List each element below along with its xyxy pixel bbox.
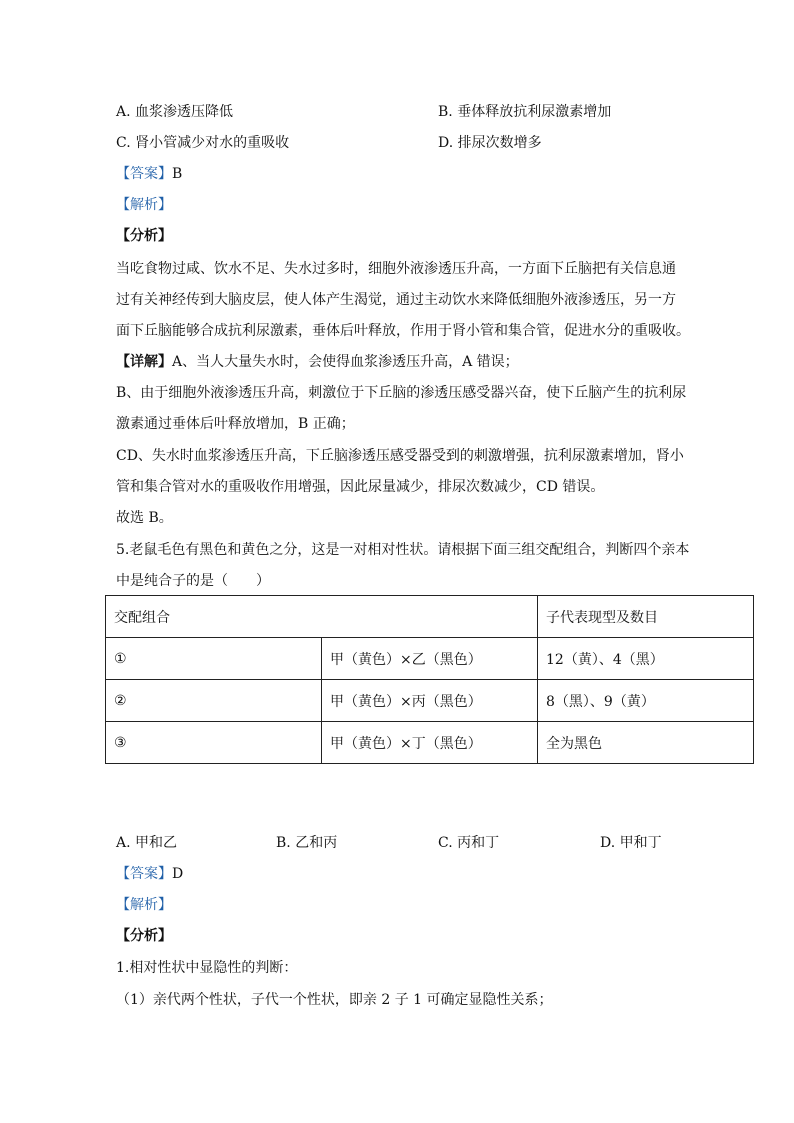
table-cell: 12（黄）、4（黑） — [538, 638, 754, 680]
answer-value: B — [172, 166, 183, 182]
table-cell: ② — [106, 680, 322, 722]
fenxi-tag: 【分析】 — [116, 928, 172, 944]
fenxi-line: 1.相对性状中显隐性的判断： — [116, 960, 298, 976]
q5-stem-line: 中是纯合子的是（ ） — [116, 573, 270, 589]
analysis-tag: 【解析】 — [116, 197, 172, 213]
q4-answer-line — [116, 164, 182, 184]
table-row — [106, 680, 754, 722]
q5-option-c: C. 丙和丁 — [438, 835, 500, 851]
fenxi-line: （1）亲代两个性状，子代一个性状，即亲 2 子 1 可确定显隐性关系； — [116, 992, 553, 1008]
table-cell: ③ — [106, 722, 322, 764]
conclusion-line: 故选 B。 — [116, 510, 173, 526]
table-cell: 8（黑）、9（黄） — [538, 680, 754, 722]
q5-option-d: D. 甲和丁 — [600, 835, 662, 851]
table-cell: 甲（黄色）×丙（黑色） — [322, 680, 538, 722]
fenxi-line: 面下丘脑能够合成抗利尿激素，垂体后叶释放，作用于肾小管和集合管，促进水分的重吸收。 — [116, 323, 690, 339]
q4-option-c: C. 肾小管减少对水的重吸收 — [116, 135, 290, 151]
q5-answer-line — [116, 864, 183, 884]
answer-value: D — [172, 866, 184, 882]
detail-line — [116, 352, 519, 372]
table-header-cell: 子代表现型及数目 — [538, 596, 754, 638]
q5-stem-line: 5.老鼠毛色有黑色和黄色之分，这是一对相对性状。请根据下面三组交配组合，判断四个亲本 — [116, 542, 690, 558]
detail-text: A、当人大量失水时，会使得血浆渗透压升高，A 错误； — [172, 354, 519, 370]
detail-line: 激素通过垂体后叶释放增加，B 正确； — [116, 416, 355, 432]
analysis-tag: 【解析】 — [116, 897, 172, 913]
fenxi-line: 当吃食物过咸、饮水不足、失水过多时，细胞外液渗透压升高，一方面下丘脑把有关信息通 — [116, 261, 676, 277]
detail-line: B、由于细胞外液渗透压升高，刺激位于下丘脑的渗透压感受器兴奋，使下丘脑产生的抗利尿 — [116, 385, 687, 401]
cross-table — [105, 595, 754, 764]
table-cell: ① — [106, 638, 322, 680]
table-header-row — [106, 596, 754, 638]
q4-option-d: D. 排尿次数增多 — [438, 135, 542, 151]
table-cell: 全为黑色 — [538, 722, 754, 764]
detail-line: 管和集合管对水的重吸收作用增强，因此尿量减少，排尿次数减少，CD 错误。 — [116, 479, 605, 495]
table-row — [106, 638, 754, 680]
detail-line: CD、失水时血浆渗透压升高，下丘脑渗透压感受器受到的刺激增强，抗利尿激素增加，肾小 — [116, 448, 684, 464]
fenxi-line: 过有关神经传到大脑皮层，使人体产生渴觉，通过主动饮水来降低细胞外液渗透压，另一方 — [116, 292, 676, 308]
q4-option-a: A. 血浆渗透压降低 — [116, 104, 234, 120]
table-row — [106, 722, 754, 764]
q5-option-b: B. 乙和丙 — [276, 835, 338, 851]
table-header-cell: 交配组合 — [106, 596, 538, 638]
table-cell: 甲（黄色）×乙（黑色） — [322, 638, 538, 680]
q4-option-b: B. 垂体释放抗利尿激素增加 — [438, 104, 612, 120]
answer-tag: 【答案】 — [116, 866, 172, 882]
fenxi-tag: 【分析】 — [116, 228, 172, 244]
answer-tag: 【答案】 — [116, 166, 172, 182]
q5-option-a: A. 甲和乙 — [116, 835, 178, 851]
detail-tag: 【详解】 — [116, 354, 172, 370]
table-cell: 甲（黄色）×丁（黑色） — [322, 722, 538, 764]
